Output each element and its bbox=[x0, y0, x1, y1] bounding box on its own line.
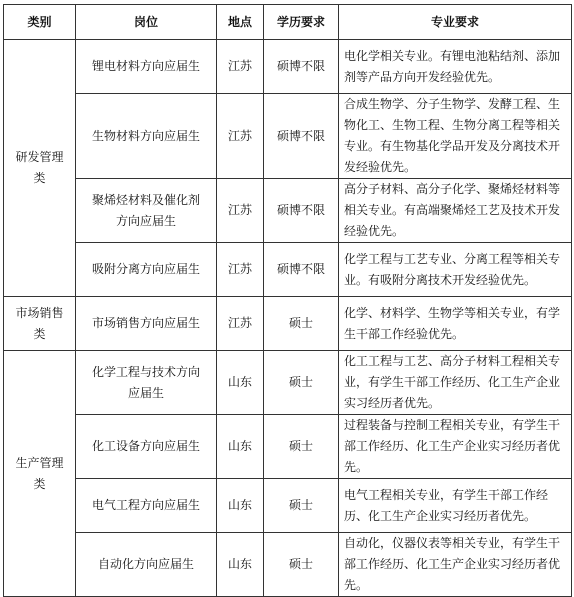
requirement-cell: 电气工程相关专业，有学生干部工作经历、化工生产企业实习经历者优先。 bbox=[339, 479, 572, 533]
position-cell: 市场销售方向应届生 bbox=[76, 297, 217, 351]
table-row bbox=[4, 533, 572, 597]
recruitment-table bbox=[3, 4, 572, 597]
requirement-cell: 电化学相关专业。有锂电池粘结剂、添加剂等产品方向开发经验优先。 bbox=[339, 40, 572, 94]
table-row bbox=[4, 94, 572, 179]
table-row bbox=[4, 179, 572, 243]
location-cell: 江苏 bbox=[217, 297, 264, 351]
requirement-cell: 高分子材料、高分子化学、聚烯烃材料等相关专业。有高端聚烯烃工艺及技术开发经验优先。 bbox=[339, 179, 572, 243]
education-cell: 硕士 bbox=[264, 479, 339, 533]
table-row bbox=[4, 479, 572, 533]
table-row bbox=[4, 243, 572, 297]
header-education: 学历要求 bbox=[264, 5, 339, 40]
education-cell: 硕博不限 bbox=[264, 179, 339, 243]
location-cell: 山东 bbox=[217, 479, 264, 533]
header-requirement: 专业要求 bbox=[339, 5, 572, 40]
education-cell: 硕士 bbox=[264, 415, 339, 479]
table-row bbox=[4, 351, 572, 415]
education-cell: 硕士 bbox=[264, 297, 339, 351]
position-cell: 电气工程方向应届生 bbox=[76, 479, 217, 533]
requirement-cell: 化工工程与工艺、高分子材料工程相关专业，有学生干部工作经历、化工生产企业实习经历者优先。 bbox=[339, 351, 572, 415]
category-cell: 研发管理类 bbox=[4, 40, 76, 297]
position-cell: 化工设备方向应届生 bbox=[76, 415, 217, 479]
table-row bbox=[4, 415, 572, 479]
education-cell: 硕博不限 bbox=[264, 243, 339, 297]
table-row bbox=[4, 297, 572, 351]
requirement-cell: 化学、材料学、生物学等相关专业，有学生干部工作经验优先。 bbox=[339, 297, 572, 351]
header-row bbox=[4, 5, 572, 40]
location-cell: 山东 bbox=[217, 415, 264, 479]
requirement-cell: 自动化，仪器仪表等相关专业，有学生干部工作经历、化工生产企业实习经历者优先。 bbox=[339, 533, 572, 597]
location-cell: 山东 bbox=[217, 351, 264, 415]
requirement-cell: 合成生物学、分子生物学、发酵工程、生物化工、生物工程、生物分离工程等相关专业。有生物基化学品开发及分离技术开发经验优先。 bbox=[339, 94, 572, 179]
header-category: 类别 bbox=[4, 5, 76, 40]
requirement-cell: 化学工程与工艺专业、分离工程等相关专业。有吸附分离技术开发经验优先。 bbox=[339, 243, 572, 297]
category-cell: 市场销售类 bbox=[4, 297, 76, 351]
position-cell: 化学工程与技术方向应届生 bbox=[76, 351, 217, 415]
location-cell: 山东 bbox=[217, 533, 264, 597]
education-cell: 硕博不限 bbox=[264, 94, 339, 179]
header-location: 地点 bbox=[217, 5, 264, 40]
position-cell: 锂电材料方向应届生 bbox=[76, 40, 217, 94]
position-cell: 聚烯烃材料及催化剂方向应届生 bbox=[76, 179, 217, 243]
education-cell: 硕博不限 bbox=[264, 40, 339, 94]
category-cell: 生产管理类 bbox=[4, 351, 76, 597]
position-cell: 生物材料方向应届生 bbox=[76, 94, 217, 179]
requirement-cell: 过程装备与控制工程相关专业，有学生干部工作经历、化工生产企业实习经历者优先。 bbox=[339, 415, 572, 479]
education-cell: 硕士 bbox=[264, 533, 339, 597]
location-cell: 江苏 bbox=[217, 94, 264, 179]
table-row bbox=[4, 40, 572, 94]
location-cell: 江苏 bbox=[217, 243, 264, 297]
education-cell: 硕士 bbox=[264, 351, 339, 415]
position-cell: 吸附分离方向应届生 bbox=[76, 243, 217, 297]
location-cell: 江苏 bbox=[217, 40, 264, 94]
location-cell: 江苏 bbox=[217, 179, 264, 243]
position-cell: 自动化方向应届生 bbox=[76, 533, 217, 597]
header-position: 岗位 bbox=[76, 5, 217, 40]
